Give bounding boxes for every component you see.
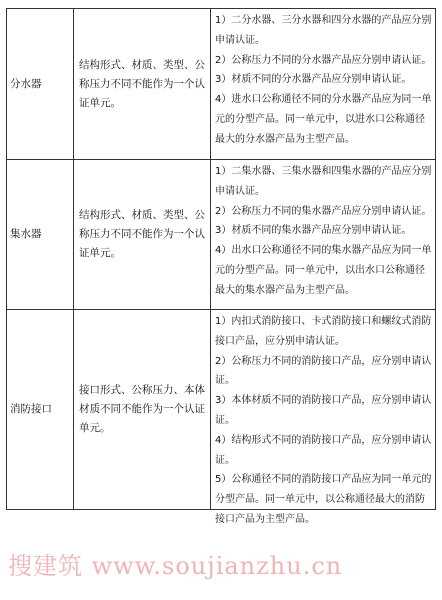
requirements-cell — [211, 160, 435, 309]
requirement-item: 4）结构形式不同的消防接口产品，应分别申请认证。 — [215, 434, 432, 466]
unit-rule-cell — [74, 160, 211, 309]
certification-table — [6, 8, 436, 525]
requirement-item: 4）出水口公称通径不同的集水器产品应为同一单元的分型产品。同一单元中，以出水口公称通径最大的集水器产品为主型产品。 — [215, 245, 432, 296]
watermark: 搜建筑 www.soujianzhu.cn — [8, 552, 343, 580]
product-name-cell — [7, 160, 74, 309]
unit-rule: 结构形式、材质、类型、公称压力不同不能作为一个认证单元。 — [79, 58, 205, 109]
product-name-cell — [7, 310, 74, 509]
product-name: 分水器 — [10, 77, 42, 90]
unit-rule-cell — [74, 9, 211, 159]
product-name: 集水器 — [10, 228, 42, 240]
table-row — [7, 9, 435, 160]
requirement-item: 5）公称通径不同的消防接口产品应为同一单元的分型产品。同一单元中，以公称通径最大的消防接口产品为主型产品。 — [215, 474, 432, 525]
requirement-item: 3）材质不同的集水器产品应分别申请认证。 — [215, 225, 412, 237]
requirement-item: 2）公称压力不同的分水器产品应分别申请认证。 — [215, 54, 432, 66]
unit-rule: 结构形式、材质、类型、公称压力不同不能作为一个认证单元。 — [79, 209, 205, 259]
requirement-item: 1）二集水器、三集水器和四集水器的产品应分别申请认证。 — [215, 166, 432, 197]
table-row — [7, 310, 435, 525]
requirement-item: 2）公称压力不同的集水器产品应分别申请认证。 — [215, 205, 432, 217]
requirement-item: 4）进水口公称通径不同的分水器产品应为同一单元的分型产品。同一单元中，以进水口公称通径最大的分水器产品为主型产品。 — [215, 94, 432, 145]
product-name-cell — [7, 9, 74, 159]
requirement-item: 3）本体材质不同的消防接口产品，应分别申请认证。 — [215, 395, 432, 426]
requirement-item: 1）内扣式消防接口、卡式消防接口和螺纹式消防接口产品，应分别申请认证。 — [215, 316, 432, 347]
requirement-item: 1）二分水器、三分水器和四分水器的产品应分别申请认证。 — [215, 15, 432, 46]
table-row — [7, 160, 435, 310]
requirement-item: 2）公称压力不同的消防接口产品，应分别申请认证。 — [215, 355, 432, 387]
requirements-cell — [211, 9, 435, 159]
requirement-item: 3）材质不同的分水器产品应分别申请认证。 — [215, 74, 412, 86]
unit-rule: 接口形式、公称压力、本体材质不同不能作为一个认证单元。 — [79, 384, 205, 434]
product-name: 消防接口 — [10, 403, 52, 415]
unit-rule-cell — [74, 310, 211, 509]
requirements-cell — [211, 310, 435, 525]
